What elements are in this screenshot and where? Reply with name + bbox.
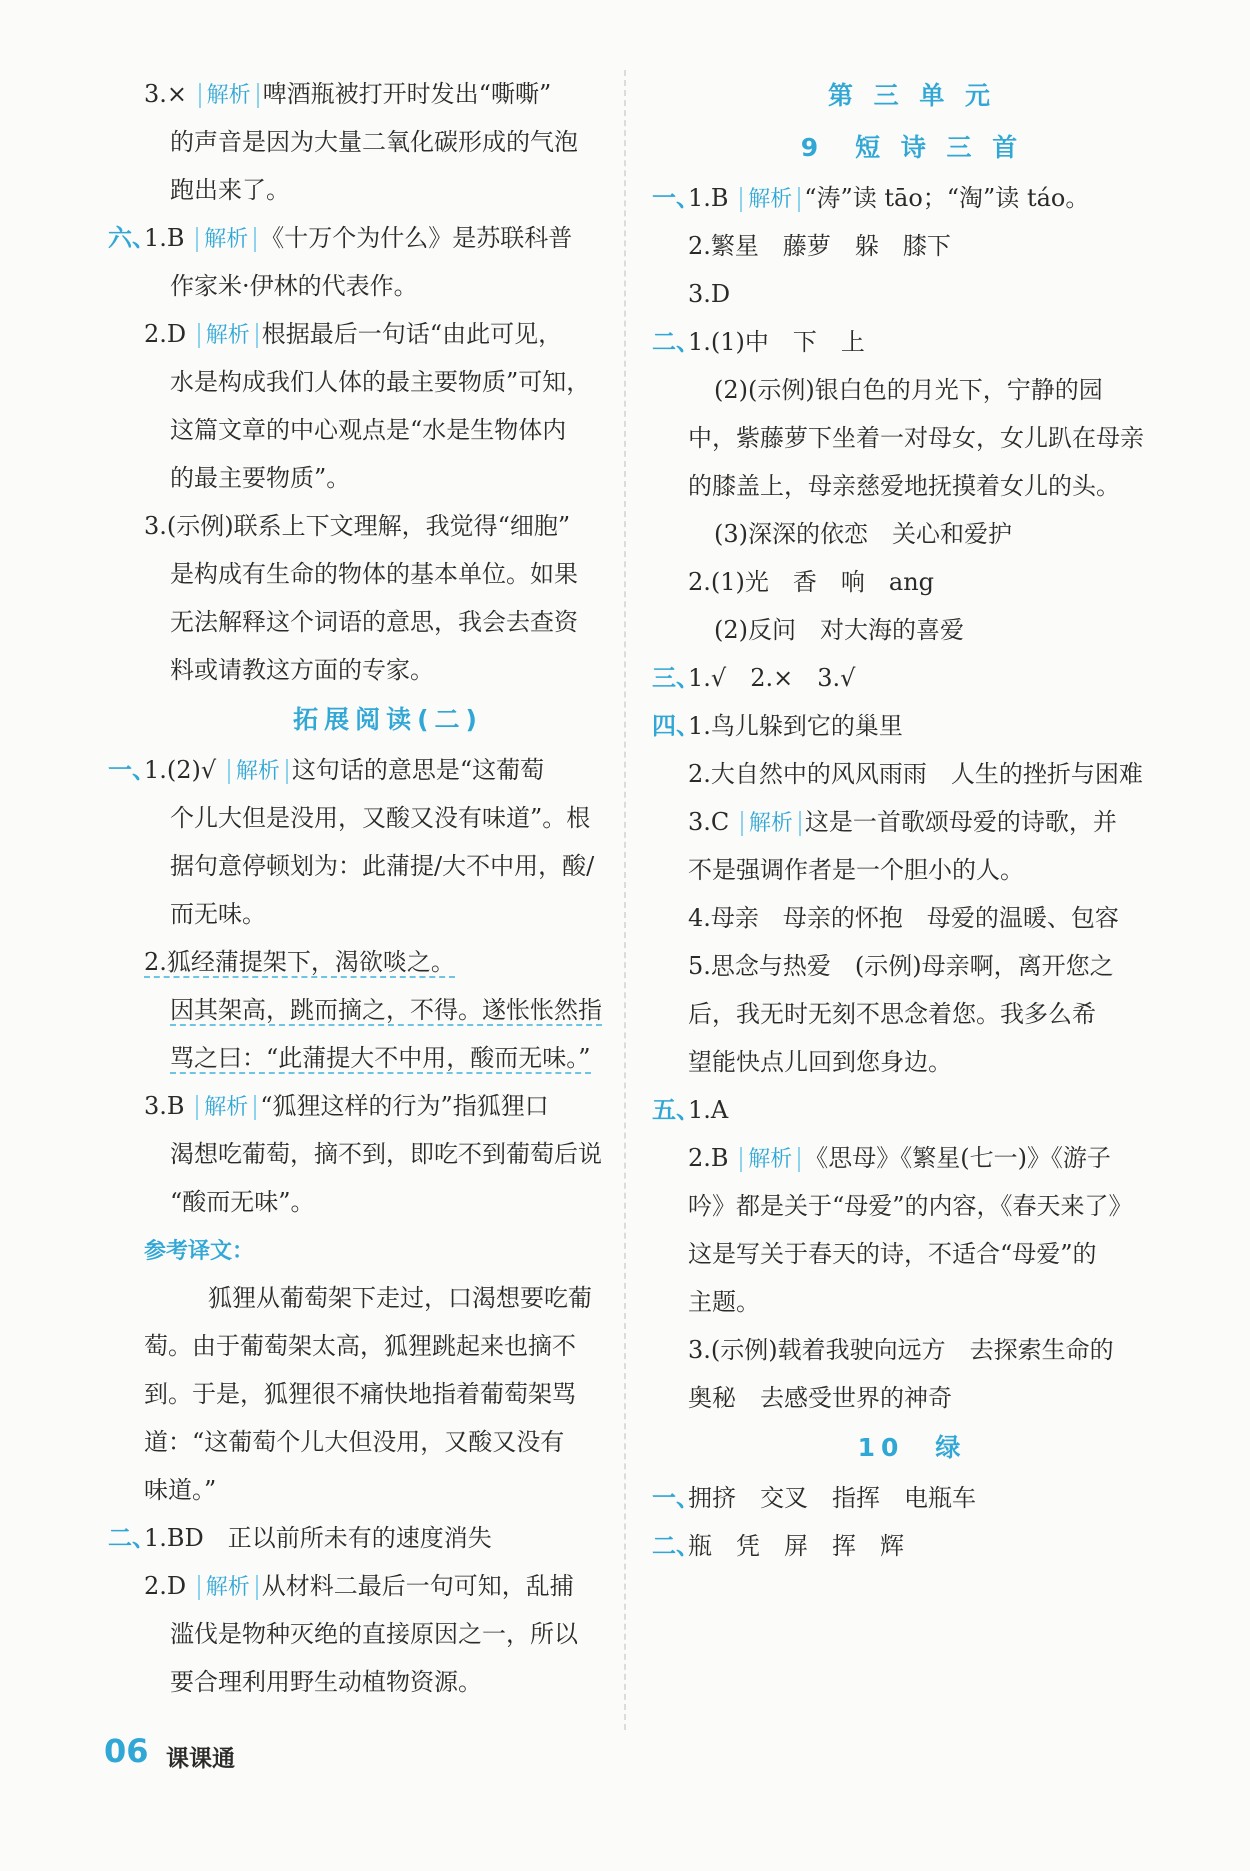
jiexi-tag: 解析 [196, 1095, 256, 1120]
section-marker: 二、 [652, 1531, 700, 1560]
left-column [108, 70, 668, 1706]
answer-line: 无法解释这个词语的意思，我会去查资 [170, 608, 578, 636]
answer-line: 味道。” [144, 1476, 217, 1504]
answer-line: 3.(示例)联系上下文理解，我觉得“细胞” [144, 512, 571, 540]
answer-line: 2.繁星 藤萝 躲 膝下 [688, 232, 951, 260]
answer-line: 二、 1.BD 正以前所未有的速度消失 [108, 1514, 668, 1562]
jiexi-tag: 解析 [741, 811, 801, 836]
answer-line: 2.大自然中的风风雨雨 人生的挫折与困难 [688, 760, 1143, 788]
answer-line: 2.D 解析 从材料二最后一句可知，乱捕 [144, 1572, 574, 1600]
answer-line: 这是写关于春天的诗，不适合“母爱”的 [688, 1240, 1097, 1268]
answer-line: (2)反问 对大海的喜爱 [714, 616, 964, 644]
lesson-heading: 10 绿 [857, 1433, 967, 1462]
answer-line: 一、 1.(2)√ 解析 这句话的意思是“这葡萄 [108, 746, 668, 794]
answer-line: 望能快点儿回到您身边。 [688, 1048, 952, 1076]
jiexi-tag: 解析 [198, 1575, 258, 1600]
section-marker: 四、 [652, 711, 700, 740]
answer-line: 5.思念与热爱 (示例)母亲啊，离开您之 [688, 952, 1114, 980]
answer-line: 的膝盖上，母亲慈爱地抚摸着女儿的头。 [688, 472, 1120, 500]
answer-line: 2.B 解析 《思母》《繁星(七一)》《游子 [688, 1144, 1111, 1172]
answer-line: 要合理利用野生动植物资源。 [170, 1668, 482, 1696]
answer-line: 道：“这葡萄个儿大但没用，又酸又没有 [144, 1428, 565, 1456]
answer-line: 3.(示例)载着我驶向远方 去探索生命的 [688, 1336, 1114, 1364]
section-marker: 六、 [108, 223, 156, 252]
brand-label: 课课通 [166, 1746, 235, 1772]
answer-line: 据句意停顿划为：此蒲提/大不中用，酸/ [170, 852, 595, 880]
jiexi-tag: 解析 [196, 227, 256, 252]
answer-line: 四、 1.鸟儿躲到它的巢里 [652, 702, 1172, 750]
answer-line: 而无味。 [170, 900, 266, 928]
answer-line: 水是构成我们人体的最主要物质”可知， [170, 368, 591, 396]
jiexi-tag: 解析 [198, 323, 258, 348]
reference-translation-title: 参考译文： [144, 1239, 255, 1264]
answer-line: 是构成有生命的物体的基本单位。如果 [170, 560, 578, 588]
answer-line: 五、 1.A [652, 1086, 1172, 1134]
page-number: 06 [104, 1732, 149, 1770]
unit-heading: 第 三 单 元 [827, 81, 997, 110]
answer-line: 4.母亲 母亲的怀抱 母爱的温暖、包容 [688, 904, 1119, 932]
answer-line: 这篇文章的中心观点是“水是生物体内 [170, 416, 567, 444]
section-heading: 拓展阅读(二) [293, 705, 483, 734]
jiexi-tag: 解析 [740, 187, 800, 212]
answer-line: 滥伐是物种灭绝的直接原因之一，所以 [170, 1620, 578, 1648]
section-marker: 五、 [652, 1095, 700, 1124]
answer-line: 3.B 解析 “狐狸这样的行为”指狐狸口 [144, 1092, 549, 1120]
answer-line: 3.C 解析 这是一首歌颂母爱的诗歌，并 [688, 808, 1117, 836]
answer-line: 个儿大但是没用，又酸又没有味道”。根 [170, 804, 591, 832]
answer-line: 不是强调作者是一个胆小的人。 [688, 856, 1024, 884]
answer-line: 因其架高，跳而摘之，不得。遂怅怅然指 [170, 996, 602, 1024]
section-marker: 三、 [652, 663, 700, 692]
answer-line: 中，紫藤萝下坐着一对母女，女儿趴在母亲 [688, 424, 1144, 452]
jiexi-tag: 解析 [199, 83, 259, 108]
answer-line: 一、 拥挤 交叉 指挥 电瓶车 [652, 1474, 1172, 1522]
right-column [652, 70, 1172, 1570]
answer-line: 料或请教这方面的专家。 [170, 656, 434, 684]
answer-line: 三、 1.√ 2.× 3.√ [652, 654, 1172, 702]
answer-line: “酸而无味”。 [170, 1188, 315, 1216]
answer-line: 一、 1.B 解析 “涛”读 tāo；“淘”读 táo。 [652, 174, 1172, 222]
answer-line: 骂之曰：“此蒲提大不中用，酸而无味。” [170, 1044, 591, 1072]
answer-line: 吟》都是关于“母爱”的内容，《春天来了》 [688, 1192, 1133, 1220]
answer-line: 到。于是，狐狸很不痛快地指着葡萄架骂 [144, 1380, 576, 1408]
section-marker: 二、 [652, 327, 700, 356]
answer-line: 主题。 [688, 1288, 760, 1316]
section-marker: 一、 [108, 755, 156, 784]
answer-line: (2)(示例)银白色的月光下，宁静的园 [714, 376, 1103, 404]
jiexi-tag: 解析 [740, 1147, 800, 1172]
answer-line: 狐狸从葡萄架下走过，口渴想要吃葡 [208, 1284, 592, 1312]
answer-line: 萄。由于葡萄架太高，狐狸跳起来也摘不 [144, 1332, 576, 1360]
answer-line: 二、 1.(1)中 下 上 [652, 318, 1172, 366]
section-marker: 二、 [108, 1523, 156, 1552]
jiexi-tag: 解析 [228, 759, 288, 784]
answer-line: 2.狐经蒲提架下，渴欲啖之。 [144, 948, 455, 976]
answer-line: 3.D [688, 280, 731, 308]
answer-line: 二、 瓶 凭 屏 挥 辉 [652, 1522, 1172, 1570]
answer-line: 2.(1)光 香 响 ang [688, 568, 935, 596]
answer-line: 跑出来了。 [170, 176, 290, 204]
answer-line [108, 1226, 668, 1274]
answer-line: 2.D 解析 根据最后一句话“由此可见， [144, 320, 563, 348]
answer-line: 奥秘 去感受世界的神奇 [688, 1384, 952, 1412]
answer-line: 后，我无时无刻不思念着您。我多么希 [688, 1000, 1096, 1028]
answer-line: 渴想吃葡萄，摘不到，即吃不到葡萄后说 [170, 1140, 602, 1168]
section-marker: 一、 [652, 183, 700, 212]
answer-line: 的最主要物质”。 [170, 464, 351, 492]
answer-line: 六、 1.B 解析 《十万个为什么》是苏联科普 [108, 214, 668, 262]
answer-line: 作家米·伊林的代表作。 [170, 272, 418, 300]
section-marker: 一、 [652, 1483, 700, 1512]
answer-line: 3.× 解析 啤酒瓶被打开时发出“嘶嘶” [144, 80, 552, 108]
answer-line: (3)深深的依恋 关心和爱护 [714, 520, 1012, 548]
answer-line: 的声音是因为大量二氧化碳形成的气泡 [170, 128, 578, 156]
lesson-heading: 9 短 诗 三 首 [800, 133, 1024, 162]
